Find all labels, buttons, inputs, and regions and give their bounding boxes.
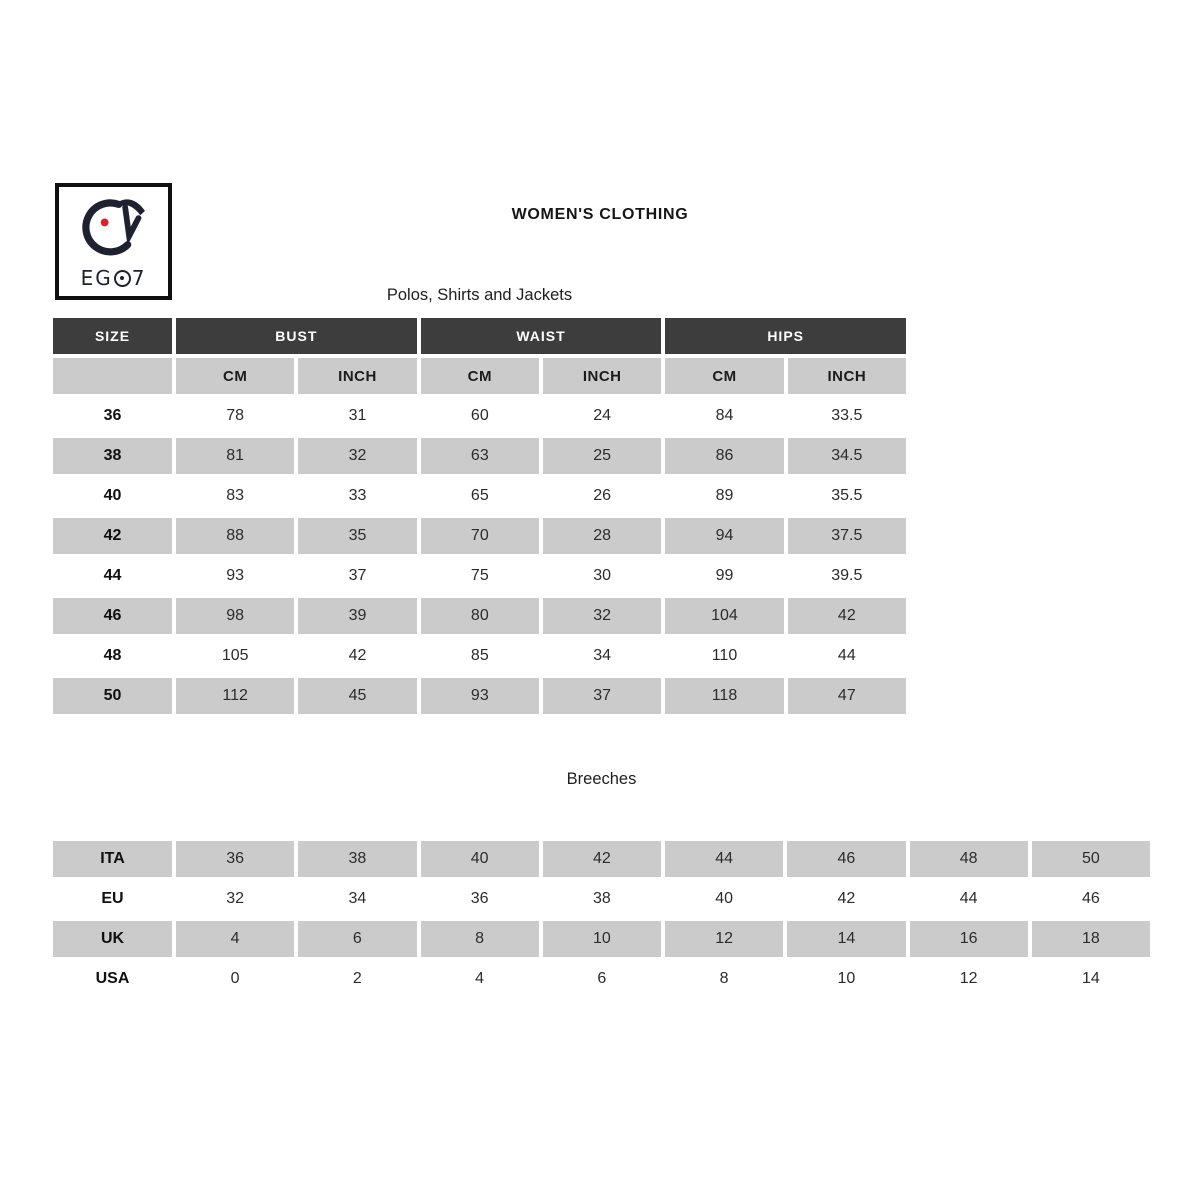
value-cell: 42: [788, 598, 906, 634]
clothing-size-table: [49, 314, 910, 718]
value-cell: 44: [837, 647, 856, 664]
brand-wordmark: [59, 268, 168, 288]
row-label-cell: 50: [53, 678, 172, 714]
value-cell: 31: [348, 407, 367, 424]
value-cell: 45: [298, 678, 416, 714]
value-cell: 75: [470, 567, 489, 584]
value-cell: 30: [593, 567, 612, 584]
value-cell: 118: [665, 678, 783, 714]
breeches-size-row: [53, 881, 1150, 917]
circled-o-glyph: [114, 270, 131, 287]
clothing-header-row: [53, 318, 906, 354]
row-label-cell: 46: [53, 598, 172, 634]
value-cell: 28: [543, 518, 661, 554]
value-cell: 60: [470, 407, 489, 424]
clothing-table-body: [53, 398, 906, 714]
value-cell: 33.5: [831, 407, 863, 424]
row-label-cell: 40: [103, 487, 122, 504]
value-cell: 88: [176, 518, 294, 554]
row-label-cell: 42: [53, 518, 172, 554]
value-cell: 33: [348, 487, 367, 504]
value-cell: 4: [475, 970, 485, 987]
value-cell: 6: [298, 921, 416, 957]
breeches-table-body: [53, 841, 1150, 997]
size-header-cell: SIZE: [53, 318, 172, 354]
row-label-cell: EU: [101, 890, 124, 907]
value-cell: 50: [1032, 841, 1150, 877]
breeches-table-caption: Breeches: [566, 770, 637, 788]
bust-header-cell: BUST: [176, 318, 417, 354]
value-cell: 8: [421, 921, 539, 957]
row-label-cell: ITA: [53, 841, 172, 877]
value-cell: 37.5: [788, 518, 906, 554]
value-cell: 40: [715, 890, 734, 907]
value-cell: 34: [593, 647, 612, 664]
breeches-size-row: [53, 961, 1150, 997]
value-cell: 25: [543, 438, 661, 474]
value-cell: 4: [176, 921, 294, 957]
value-cell: 40: [421, 841, 539, 877]
row-label-cell: USA: [95, 970, 130, 987]
value-cell: 32: [298, 438, 416, 474]
value-cell: 12: [665, 921, 783, 957]
value-cell: 85: [470, 647, 489, 664]
value-cell: 39.5: [831, 567, 863, 584]
page-title: WOMEN'S CLOTHING: [511, 206, 689, 223]
value-cell: 47: [788, 678, 906, 714]
value-cell: 0: [230, 970, 240, 987]
value-cell: 36: [470, 890, 489, 907]
unit-cell-inch: INCH: [543, 358, 661, 394]
value-cell: 10: [837, 970, 856, 987]
value-cell: 2: [352, 970, 362, 987]
value-cell: 80: [421, 598, 539, 634]
value-cell: 104: [665, 598, 783, 634]
value-cell: 83: [226, 487, 245, 504]
value-cell: 10: [543, 921, 661, 957]
value-cell: 99: [715, 567, 734, 584]
row-label-cell: 36: [103, 407, 122, 424]
value-cell: 46: [787, 841, 905, 877]
breeches-size-row: [53, 841, 1150, 877]
clothing-size-row: [53, 478, 906, 514]
value-cell: 93: [226, 567, 245, 584]
horse-head-icon: [76, 190, 152, 262]
unit-cell-cm: CM: [176, 358, 294, 394]
value-cell: 81: [176, 438, 294, 474]
hips-header-cell: HIPS: [665, 318, 906, 354]
brand-logo: [55, 183, 172, 300]
value-cell: 14: [787, 921, 905, 957]
wordmark-prefix: EG: [80, 266, 113, 290]
value-cell: 93: [421, 678, 539, 714]
value-cell: 37: [348, 567, 367, 584]
value-cell: 105: [221, 647, 249, 664]
value-cell: 34: [348, 890, 367, 907]
value-cell: 65: [470, 487, 489, 504]
clothing-table-caption: Polos, Shirts and Jackets: [386, 286, 573, 304]
value-cell: 110: [711, 647, 738, 664]
value-cell: 94: [665, 518, 783, 554]
unit-cell-cm: CM: [421, 358, 539, 394]
value-cell: 86: [665, 438, 783, 474]
breeches-size-table: [49, 837, 1154, 1001]
clothing-unit-row: [53, 358, 906, 394]
unit-empty-cell: [53, 358, 172, 394]
clothing-size-row: [53, 638, 906, 674]
row-label-cell: 44: [103, 567, 122, 584]
waist-header-cell: WAIST: [421, 318, 662, 354]
clothing-size-row: [53, 398, 906, 434]
breeches-size-row: [53, 921, 1150, 957]
value-cell: 89: [715, 487, 734, 504]
value-cell: 24: [593, 407, 612, 424]
value-cell: 12: [959, 970, 978, 987]
wordmark-suffix: 7: [131, 266, 147, 290]
value-cell: 42: [348, 647, 367, 664]
value-cell: 38: [298, 841, 416, 877]
value-cell: 46: [1081, 890, 1100, 907]
value-cell: 37: [543, 678, 661, 714]
value-cell: 16: [910, 921, 1028, 957]
value-cell: 35: [298, 518, 416, 554]
value-cell: 78: [226, 407, 245, 424]
value-cell: 63: [421, 438, 539, 474]
value-cell: 112: [176, 678, 294, 714]
row-label-cell: 48: [103, 647, 122, 664]
unit-cell-inch: INCH: [298, 358, 416, 394]
value-cell: 98: [176, 598, 294, 634]
value-cell: 39: [298, 598, 416, 634]
unit-cell-cm: CM: [665, 358, 783, 394]
value-cell: 70: [421, 518, 539, 554]
value-cell: 6: [597, 970, 607, 987]
value-cell: 36: [176, 841, 294, 877]
clothing-size-row: [53, 598, 906, 634]
value-cell: 8: [719, 970, 729, 987]
clothing-size-row: [53, 518, 906, 554]
value-cell: 18: [1032, 921, 1150, 957]
value-cell: 38: [592, 890, 611, 907]
value-cell: 35.5: [831, 487, 863, 504]
value-cell: 34.5: [788, 438, 906, 474]
value-cell: 14: [1081, 970, 1100, 987]
clothing-size-row: [53, 678, 906, 714]
value-cell: 44: [665, 841, 783, 877]
value-cell: 44: [959, 890, 978, 907]
value-cell: 42: [837, 890, 856, 907]
value-cell: 84: [715, 407, 734, 424]
row-label-cell: UK: [53, 921, 172, 957]
unit-cell-inch: INCH: [788, 358, 906, 394]
clothing-size-row: [53, 438, 906, 474]
value-cell: 32: [543, 598, 661, 634]
row-label-cell: 38: [53, 438, 172, 474]
value-cell: 48: [910, 841, 1028, 877]
clothing-size-row: [53, 558, 906, 594]
value-cell: 32: [226, 890, 245, 907]
value-cell: 26: [593, 487, 612, 504]
value-cell: 42: [543, 841, 661, 877]
